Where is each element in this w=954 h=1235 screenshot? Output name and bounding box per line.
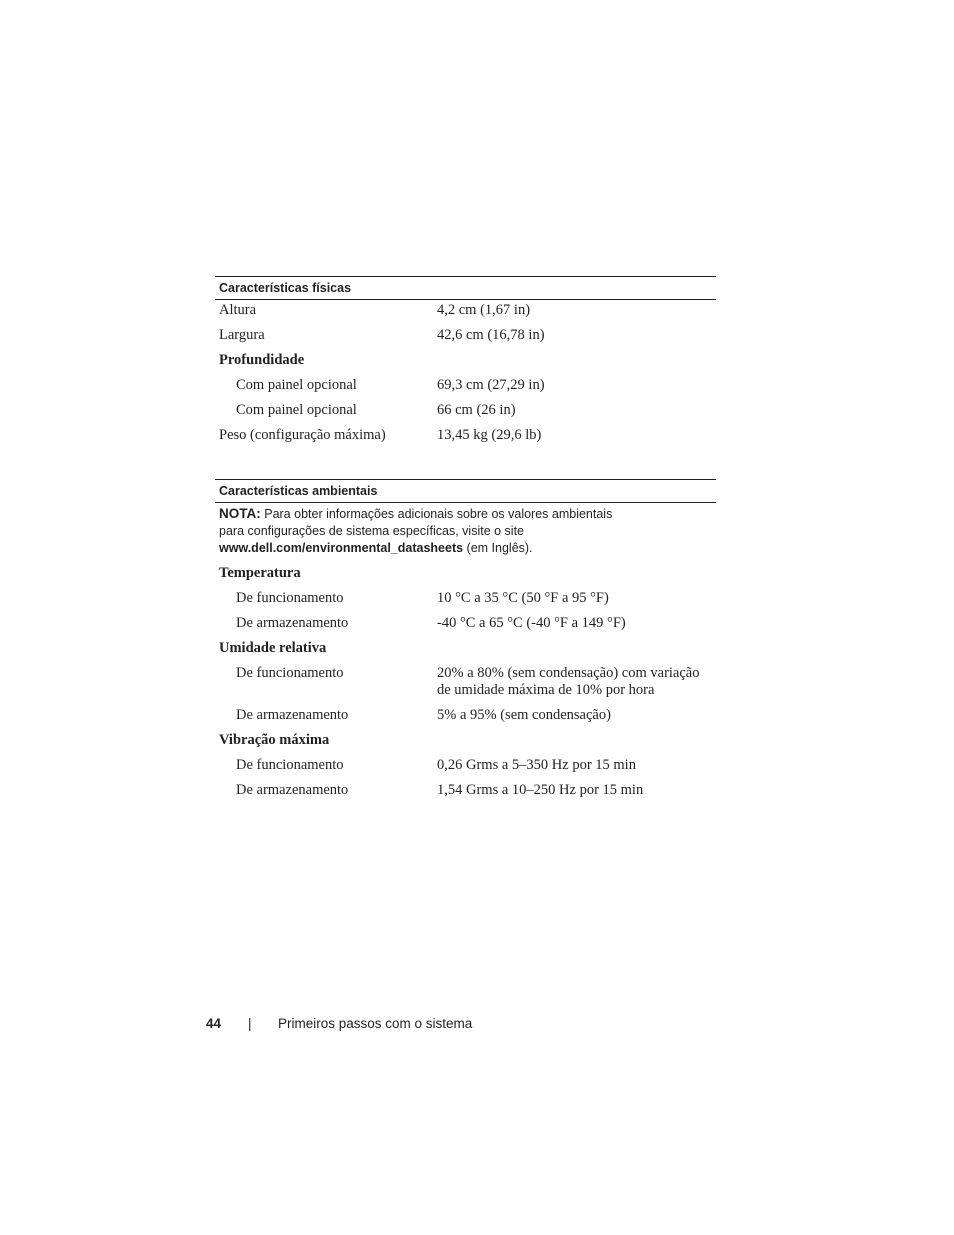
row-value-line1: 20% a 80% (sem condensação) com variação: [437, 665, 700, 681]
table-row: [215, 376, 716, 401]
datasheet-url: www.dell.com/environmental_datasheets: [219, 541, 464, 555]
row-value: 66 cm (26 in): [437, 402, 516, 418]
table-row: [215, 614, 716, 639]
table-row-group: [215, 351, 716, 376]
table-row-group: [215, 731, 716, 756]
table-row: [215, 326, 716, 351]
row-label: De armazenamento: [236, 782, 349, 798]
group-label: Umidade relativa: [219, 640, 327, 656]
page-number: 44: [206, 1016, 222, 1031]
environmental-specs-header: Características ambientais: [215, 479, 716, 503]
row-value: 42,6 cm (16,78 in): [437, 327, 545, 343]
row-label: De armazenamento: [236, 615, 349, 631]
table-row: [215, 301, 716, 326]
physical-specs-header: Características físicas: [215, 276, 716, 300]
group-label: Temperatura: [219, 565, 301, 581]
row-value: 0,26 Grms a 5–350 Hz por 15 min: [437, 757, 636, 773]
row-value: 10 °C a 35 °C (50 °F a 95 °F): [437, 590, 609, 606]
group-label: Profundidade: [219, 352, 305, 368]
row-value: 1,54 Grms a 10–250 Hz por 15 min: [437, 782, 644, 798]
note-label: NOTA:: [219, 506, 261, 521]
table-row: [215, 664, 716, 706]
table-row: [215, 401, 716, 426]
note-box: [215, 503, 716, 564]
row-value: 5% a 95% (sem condensação): [437, 707, 611, 723]
environmental-specs-table: [215, 479, 716, 806]
row-label: Peso (configuração máxima): [219, 427, 386, 443]
row-label: De armazenamento: [236, 707, 349, 723]
row-label: De funcionamento: [236, 590, 344, 606]
row-label: De funcionamento: [236, 665, 344, 681]
note-text-line2: para configurações de sistema específicas, visite o site: [219, 524, 525, 538]
table-row-group: [215, 639, 716, 664]
footer-separator: |: [248, 1016, 252, 1031]
row-value: [437, 665, 700, 699]
table-row: [215, 706, 716, 731]
table-row: [215, 781, 716, 806]
row-label: Largura: [219, 327, 265, 343]
row-label: Com painel opcional: [236, 402, 357, 418]
row-value: -40 °C a 65 °C (-40 °F a 149 °F): [437, 615, 626, 631]
note-suffix: (em Inglês).: [463, 541, 533, 555]
row-label: Altura: [219, 302, 257, 318]
footer-title: Primeiros passos com o sistema: [278, 1016, 473, 1031]
row-label: De funcionamento: [236, 757, 344, 773]
row-value: 4,2 cm (1,67 in): [437, 302, 531, 318]
table-row: [215, 756, 716, 781]
table-row: [215, 426, 716, 451]
physical-specs-table: [215, 276, 716, 451]
note-text-line1: Para obter informações adicionais sobre os valores ambientais: [264, 507, 613, 521]
table-row-group: [215, 564, 716, 589]
table-row: [215, 589, 716, 614]
row-value: 69,3 cm (27,29 in): [437, 377, 545, 393]
row-label: Com painel opcional: [236, 377, 357, 393]
row-value: 13,45 kg (29,6 lb): [437, 427, 542, 443]
group-label: Vibração máxima: [219, 732, 330, 748]
row-value-line2: de umidade máxima de 10% por hora: [437, 682, 655, 698]
